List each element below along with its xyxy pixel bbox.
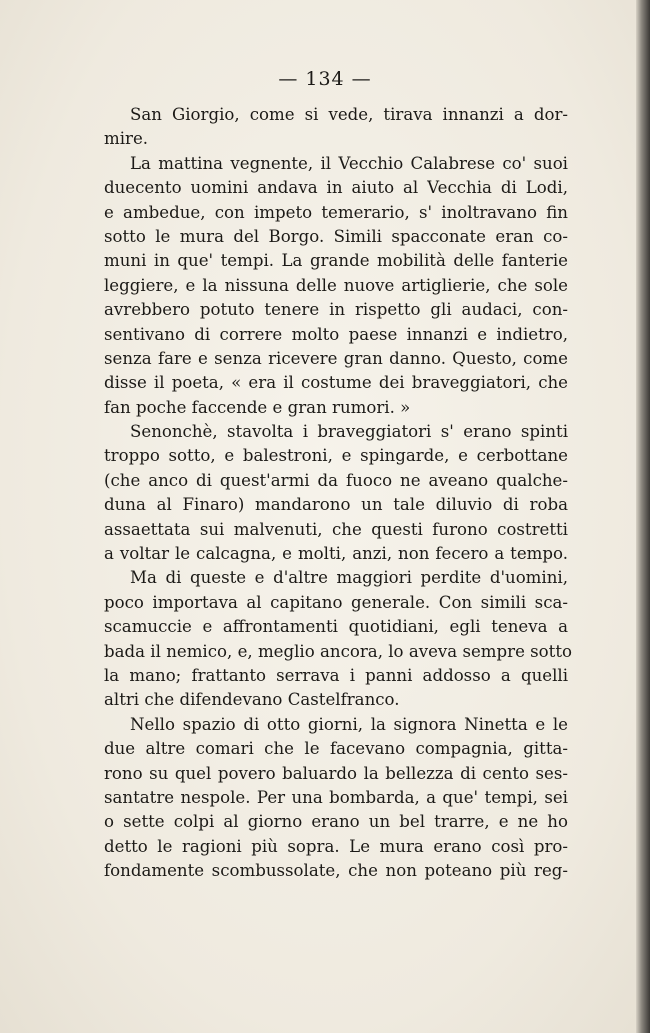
text-line: fondamente scombussolate, che non poteano più reg- [104, 861, 568, 881]
text-line: troppo sotto, e balestroni, e spingarde, e cerbottane [104, 446, 568, 466]
text-line: fan poche faccende e gran rumori. » [104, 397, 411, 417]
text-line: a voltar le calcagna, e molti, anzi, non fecero a tempo. [104, 544, 568, 564]
text-line: scamuccie e affrontamenti quotidiani, egli teneva a [104, 617, 568, 637]
text-line: leggiere, e la nissuna delle nuove artiglierie, che sole [104, 275, 568, 295]
text-line: avrebbero potuto tenere in rispetto gli audaci, con- [104, 300, 568, 320]
text-line: Nello spazio di otto giorni, la signora Ninetta e le [130, 714, 568, 734]
text-line: disse il poeta, « era il costume dei braveggiatori, che [104, 373, 568, 393]
text-line: altri che difendevano Castelfranco. [104, 690, 400, 710]
body-text [104, 103, 572, 884]
page-binding-edge [636, 0, 650, 1033]
text-line: mire. [104, 129, 149, 149]
text-line: poco importava al capitano generale. Con simili sca- [104, 592, 568, 612]
text-line: santatre nespole. Per una bombarda, a que' tempi, sei [104, 787, 568, 807]
text-line: e ambedue, con impeto temerario, s' inoltravano fin [104, 202, 568, 222]
text-line: o sette colpi al giorno erano un bel trarre, e ne ho [104, 812, 568, 832]
text-line: detto le ragioni più sopra. Le mura erano così pro- [104, 836, 568, 856]
text-line: rono su quel povero baluardo la bellezza di cento ses- [104, 763, 568, 783]
text-line: La mattina vegnente, il Vecchio Calabrese co' suoi [130, 153, 568, 173]
text-line: bada il nemico, e, meglio ancora, lo aveva sempre sotto [104, 641, 572, 661]
text-line: duna al Finaro) mandarono un tale diluvio di roba [104, 495, 568, 515]
text-line: duecento uomini andava in aiuto al Vecchia di Lodi, [104, 178, 568, 198]
text-line: Ma di queste e d'altre maggiori perdite d'uomini, [130, 568, 568, 588]
page-number: — 134 — [278, 68, 372, 90]
text-line: assaettata sui malvenuti, che questi furono costretti [104, 519, 568, 539]
text-line: Senonchè, stavolta i braveggiatori s' erano spinti [130, 422, 568, 442]
text-line: (che anco di quest'armi da fuoco ne aveano qualche- [104, 470, 568, 490]
text-line: muni in que' tempi. La grande mobilità delle fanterie [104, 251, 568, 271]
text-line: sotto le mura del Borgo. Simili spacconate eran co- [104, 226, 568, 246]
text-line: la mano; frattanto serrava i panni addosso a quelli [104, 665, 568, 685]
text-line: senza fare e senza ricevere gran danno. Questo, come [104, 348, 568, 368]
text-line: San Giorgio, come si vede, tirava innanzi a dor- [130, 105, 568, 124]
text-line: due altre comari che le facevano compagnia, gitta- [104, 739, 568, 759]
text-line: sentivano di correre molto paese innanzi e indietro, [104, 324, 568, 344]
